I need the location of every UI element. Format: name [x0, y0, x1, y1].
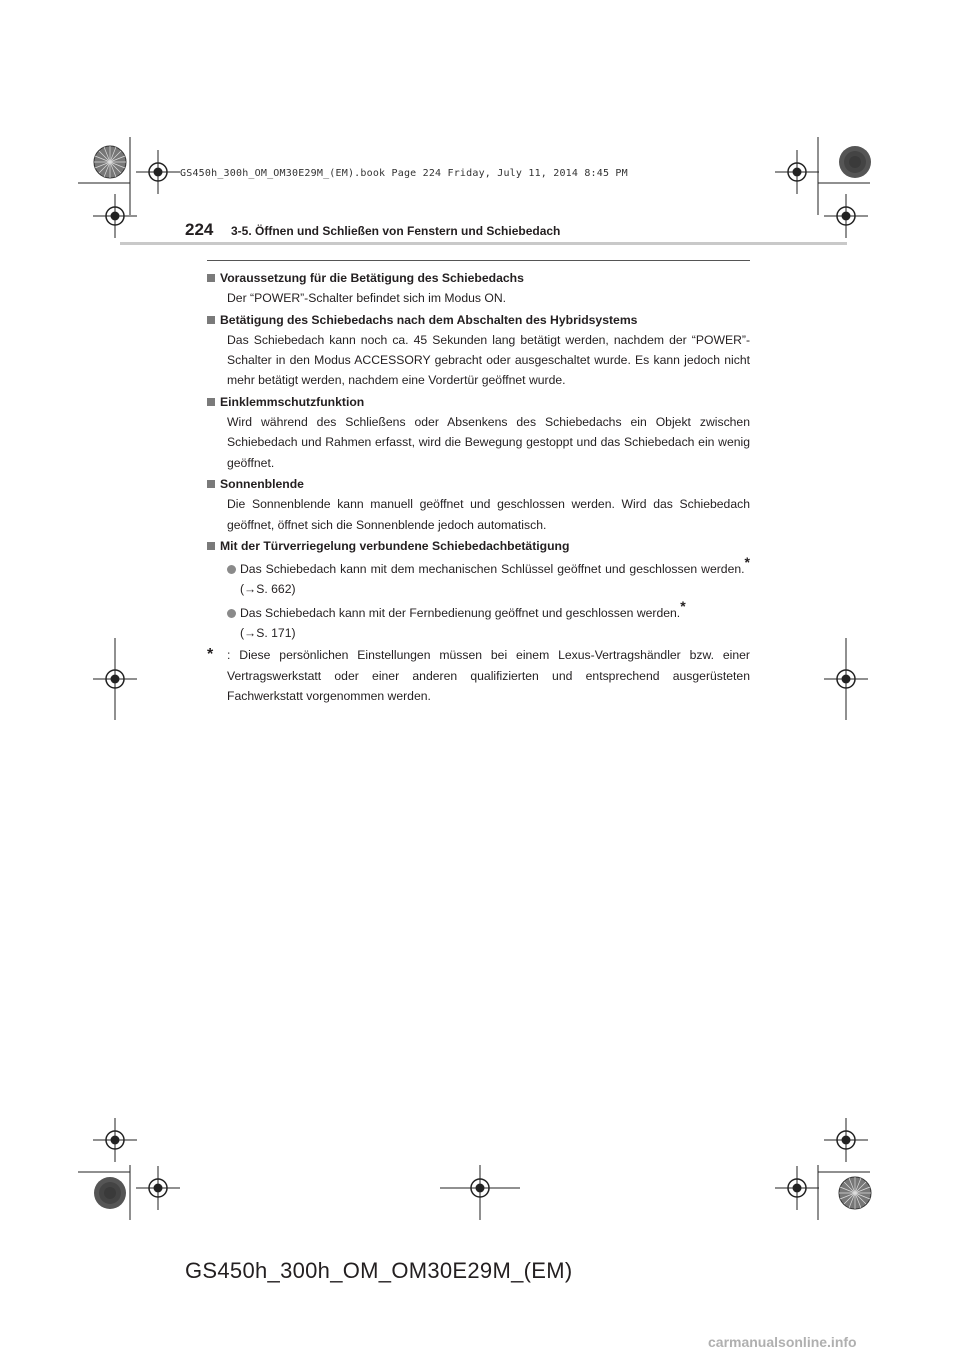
section-item — [207, 268, 750, 309]
section-body: Wird während des Schließens oder Absenkens des Schiebedachs ein Objekt zwischen Schiebedach und Rahmen erfasst, wird die Bewegung gestoppt und das Schiebedach ein wenig geöffnet. — [227, 415, 750, 470]
footnote-text: : Diese persönlichen Einstellungen müssen bei einem Lexus-Vertragshändler bzw. einer Vertragswerkstatt oder einer anderen qualifizierten und entsprechend ausgerüsteten Fachwerkstatt vorgenommen werden. — [227, 648, 750, 703]
section-item — [207, 474, 750, 535]
list-item-text: Das Schiebedach kann mit dem mechanischen Schlüssel geöffnet und geschlossen werden. — [240, 562, 745, 577]
round-bullet-icon — [227, 609, 236, 618]
round-bullet-icon — [227, 565, 236, 574]
square-bullet-icon — [207, 542, 215, 550]
section-heading: Sonnenblende — [220, 476, 304, 491]
square-bullet-icon — [207, 316, 215, 324]
page-content — [207, 268, 750, 706]
section-heading: Einklemmschutzfunktion — [220, 394, 365, 409]
content-rule — [207, 260, 750, 261]
page-reference[interactable]: (→S. 662) — [240, 582, 296, 597]
list-item — [227, 554, 750, 600]
page-number: 224 — [185, 220, 214, 239]
section-heading: Mit der Türverriegelung verbundene Schiebedachbetätigung — [220, 538, 570, 553]
list-item-text: Das Schiebedach kann mit der Fernbedienung geöffnet und geschlossen werden. — [240, 605, 681, 620]
section-item — [207, 392, 750, 473]
book-file-stamp: GS450h_300h_OM_OM30E29M_(EM).book Page 224 Friday, July 11, 2014 8:45 PM — [180, 168, 628, 179]
footnote-marker: * — [744, 554, 750, 571]
list-item — [227, 597, 750, 644]
section-item — [207, 310, 750, 391]
section-item — [207, 536, 750, 643]
footnote — [207, 645, 750, 706]
square-bullet-icon — [207, 398, 215, 406]
section-heading: Voraussetzung für die Betätigung des Schiebedachs — [220, 271, 524, 285]
document-code: GS450h_300h_OM_OM30E29M_(EM) — [185, 1258, 573, 1283]
page-reference[interactable]: (→S. 171) — [240, 626, 296, 641]
square-bullet-icon — [207, 274, 215, 282]
section-body: Der “POWER”-Schalter befindet sich im Modus ON. — [227, 291, 507, 306]
section-title: 3-5. Öffnen und Schließen von Fenstern und Schiebedach — [231, 224, 561, 238]
section-heading: Betätigung des Schiebedachs nach dem Abschalten des Hybridsystems — [220, 312, 638, 327]
section-body: Die Sonnenblende kann manuell geöffnet und geschlossen werden. Wird das Schiebedach geöffnet, öffnet sich die Sonnenblende jedoch automatisch. — [227, 497, 750, 532]
section-body: Das Schiebedach kann noch ca. 45 Sekunden lang betätigt werden, nachdem der “POWER”-Schalter in den Modus ACCESSORY gebracht oder ausgeschaltet wurde. Es kann jedoch nicht mehr betätigt werden, nachdem eine Vordertür geöffnet wurde. — [227, 332, 750, 388]
header-rule — [120, 242, 847, 245]
square-bullet-icon — [207, 480, 215, 488]
watermark[interactable]: carmanualsonline.info — [708, 1334, 857, 1350]
footnote-mark: * — [207, 646, 214, 664]
footnote-marker: * — [680, 597, 686, 614]
